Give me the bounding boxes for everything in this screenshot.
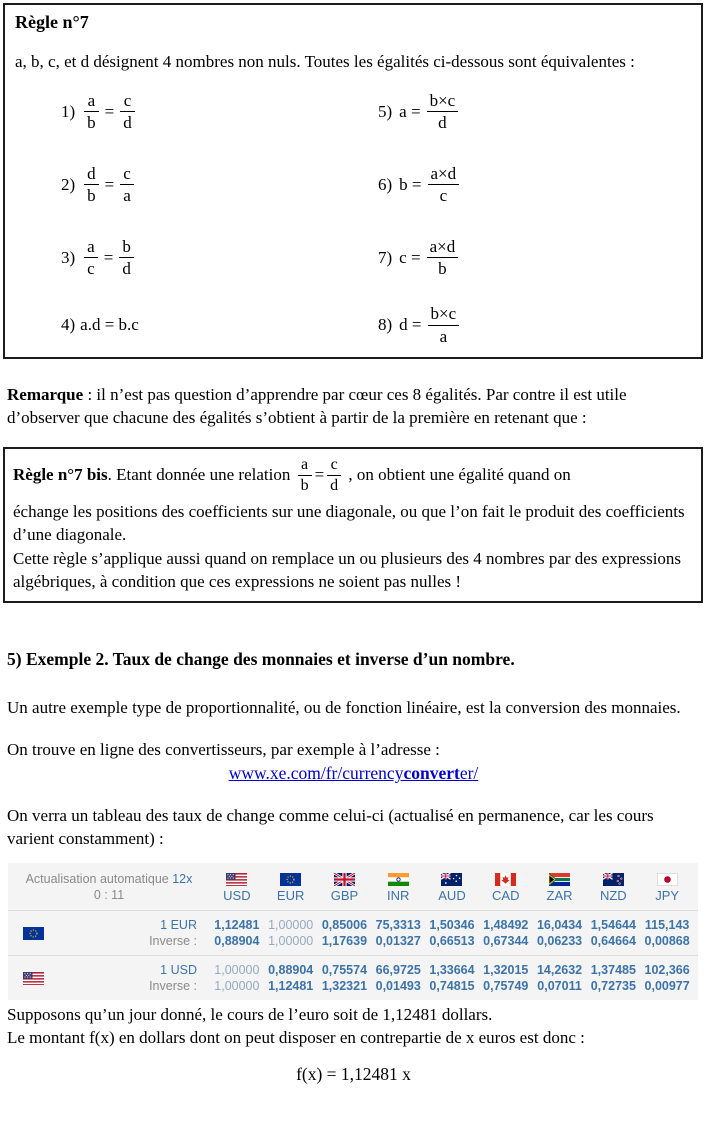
equation-8 (352, 294, 689, 356)
rate-cell: 1,54644 0,64664 (590, 918, 636, 948)
us-flag-icon (226, 873, 247, 886)
rate-cell: 75,3313 0,01327 (375, 918, 421, 948)
fraction: $\frac{b\times c}{a}$ (428, 304, 460, 345)
equals-sign: = (103, 247, 114, 267)
rate-cell: 1,50346 0,66513 (429, 918, 475, 948)
rule7-intro: a, b, c, et d désignent 4 nombres non nuls. Toutes les égalités ci-dessous sont équivalentes : (15, 52, 635, 71)
equals-sign: = (104, 174, 115, 194)
za-flag-icon (549, 873, 570, 886)
inverse-label: Inverse : (149, 979, 197, 993)
nz-flag-icon (603, 873, 624, 886)
xe-converter-link[interactable]: www.xe.com/fr/currencyconverter/ (228, 763, 479, 783)
rule7bis-body1: échange les positions des coefficients sur une diagonale, ou que l’on fait le produit des coefficients d’une diagonale. (13, 502, 685, 544)
column-eur: EUR (264, 873, 318, 903)
section5-para2: On trouve en ligne des convertisseurs, par exemple à l’adresse : (7, 740, 440, 759)
equation-2 (15, 148, 352, 221)
remark-title: Remarque (7, 385, 84, 404)
column-gbp: GBP (318, 873, 372, 903)
column-aud: AUD (425, 873, 479, 903)
rate-cell: 115,143 0,00868 (644, 918, 690, 948)
table-row-eur (8, 910, 698, 955)
equation-lhs: d = (399, 315, 422, 334)
rate-cell: 0,88904 1,12481 (268, 963, 314, 993)
fraction: $\frac{c}{a}$ (120, 164, 134, 205)
rate-cell: 1,12481 0,88904 (214, 918, 260, 948)
refresh-timer: 0 : 11 (93, 888, 125, 902)
rate-cell: 1,33664 0,74815 (429, 963, 475, 993)
equation-label: 5) (378, 101, 393, 121)
remark-paragraph (7, 383, 699, 429)
refresh-count: 12x (172, 872, 193, 886)
rule7-box (3, 3, 703, 359)
section5-para1: Un autre exemple type de proportionnalité, ou de fonction linéaire, est la conversion des monnaies. (7, 698, 681, 717)
column-zar: ZAR (533, 873, 587, 903)
rate-cell: 1,48492 0,67344 (483, 918, 529, 948)
column-nzd: NZD (586, 873, 640, 903)
table-row-usd (8, 955, 698, 1000)
rate-cell: 16,0434 0,06233 (536, 918, 583, 948)
rate-cell: 0,85006 1,17639 (321, 918, 368, 948)
auto-refresh-label: Actualisation automatique 12x 0 : 11 (8, 871, 210, 903)
gb-flag-icon (334, 873, 355, 886)
column-jpy: JPY (640, 873, 694, 903)
equation-lhs: b = (399, 174, 422, 194)
post-line1: Supposons qu’un jour donné, le cours de l’euro soit de 1,12481 dollars. (7, 1005, 493, 1024)
section5-para3: On verra un tableau des taux de change comme celui-ci (actualisé en permanence, car les cours varient constamment) : (7, 806, 654, 848)
rule7bis-pre: . Etant donnée une relation (107, 465, 295, 484)
equation-label: 3) (61, 247, 76, 267)
rule7bis-box (3, 447, 703, 603)
eu-flag-icon (280, 873, 301, 886)
column-cad: CAD (479, 873, 533, 903)
fraction: $\frac{b}{d}$ (119, 237, 134, 278)
rate-cell: 14,2632 0,07011 (536, 963, 583, 993)
exchange-rate-table (8, 863, 698, 1000)
fraction: $\frac{a\times d}{b}$ (427, 237, 459, 278)
equation-6 (352, 148, 689, 221)
rate-cell: 102,366 0,00977 (644, 963, 690, 993)
post-line2: Le montant f(x) en dollars dont on peut disposer en contrepartie de x euros est donc : (7, 1028, 585, 1047)
equation-7 (352, 221, 689, 294)
row-label: 1 EUR (160, 918, 197, 932)
equation-label: 1) (61, 101, 76, 121)
equation-label: 2) (61, 174, 76, 194)
exchange-table-header (8, 863, 698, 910)
us-flag-icon (8, 972, 58, 985)
row-label: 1 USD (160, 963, 197, 977)
fraction: $\frac{a\times d}{c}$ (428, 164, 460, 205)
equation-lhs: a = (399, 101, 421, 121)
column-inr: INR (371, 873, 425, 903)
rate-cell: 1,00000 1,00000 (214, 963, 260, 993)
rate-cell: 0,75574 1,32321 (321, 963, 368, 993)
jp-flag-icon (657, 873, 678, 886)
rule7bis-body2: Cette règle s’applique aussi quand on remplace un ou plusieurs des 4 nombres par des expressions algébriques, à condition que ces expressions ne soient pas nulles ! (13, 549, 682, 591)
rate-cell: 1,37485 0,72735 (590, 963, 636, 993)
equals-sign: = (104, 101, 115, 121)
rate-cell: 1,00000 1,00000 (268, 918, 314, 948)
equation-label: 8) (378, 315, 393, 334)
fraction: $\frac{d}{b}$ (84, 164, 99, 205)
inverse-label: Inverse : (149, 934, 197, 948)
linear-function-formula: f(x) = 1,12481 x (296, 1064, 411, 1084)
equation-label: 6) (378, 174, 393, 194)
ca-flag-icon (495, 873, 516, 886)
rate-cell: 1,32015 0,75749 (483, 963, 529, 993)
in-flag-icon (388, 873, 409, 886)
equation-3 (15, 221, 352, 294)
equation-label: 7) (378, 247, 393, 267)
equalities-grid (15, 75, 689, 356)
au-flag-icon (441, 873, 462, 886)
fraction: $\frac{a}{b}$ (298, 456, 312, 495)
equation-lhs: c = (399, 247, 421, 267)
rule7bis-line1 (13, 451, 691, 499)
fraction: $\frac{a}{c}$ (84, 237, 98, 278)
converter-link-line (0, 763, 707, 784)
fraction: $\frac{c}{d}$ (327, 456, 341, 495)
rate-cell: 66,9725 0,01493 (375, 963, 421, 993)
equation-text: a.d = b.c (80, 315, 139, 334)
fraction: $\frac{b\times c}{d}$ (427, 91, 459, 132)
equation-label: 4) (61, 315, 76, 334)
rule7bis-title: Règle n°7 bis (13, 465, 108, 484)
fraction: $\frac{a}{b}$ (84, 91, 99, 132)
fraction: $\frac{c}{d}$ (120, 91, 135, 132)
rule7-title: Règle n°7 (15, 12, 89, 32)
equation-5 (352, 75, 689, 148)
column-usd: USD (210, 873, 264, 903)
section5-heading: 5) Exemple 2. Taux de change des monnaies et inverse d’un nombre. (7, 649, 515, 669)
equation-4 (15, 294, 352, 356)
equals-sign: = (314, 465, 325, 484)
equation-1 (15, 75, 352, 148)
rule7bis-post: , on obtient une égalité quand on (344, 465, 571, 484)
eu-flag-icon (8, 927, 58, 940)
remark-body: : il n’est pas question d’apprendre par cœur ces 8 égalités. Par contre il est utile d’observer que chacune des égalités s’obtient à partir de la première en retenant que : (7, 385, 627, 427)
